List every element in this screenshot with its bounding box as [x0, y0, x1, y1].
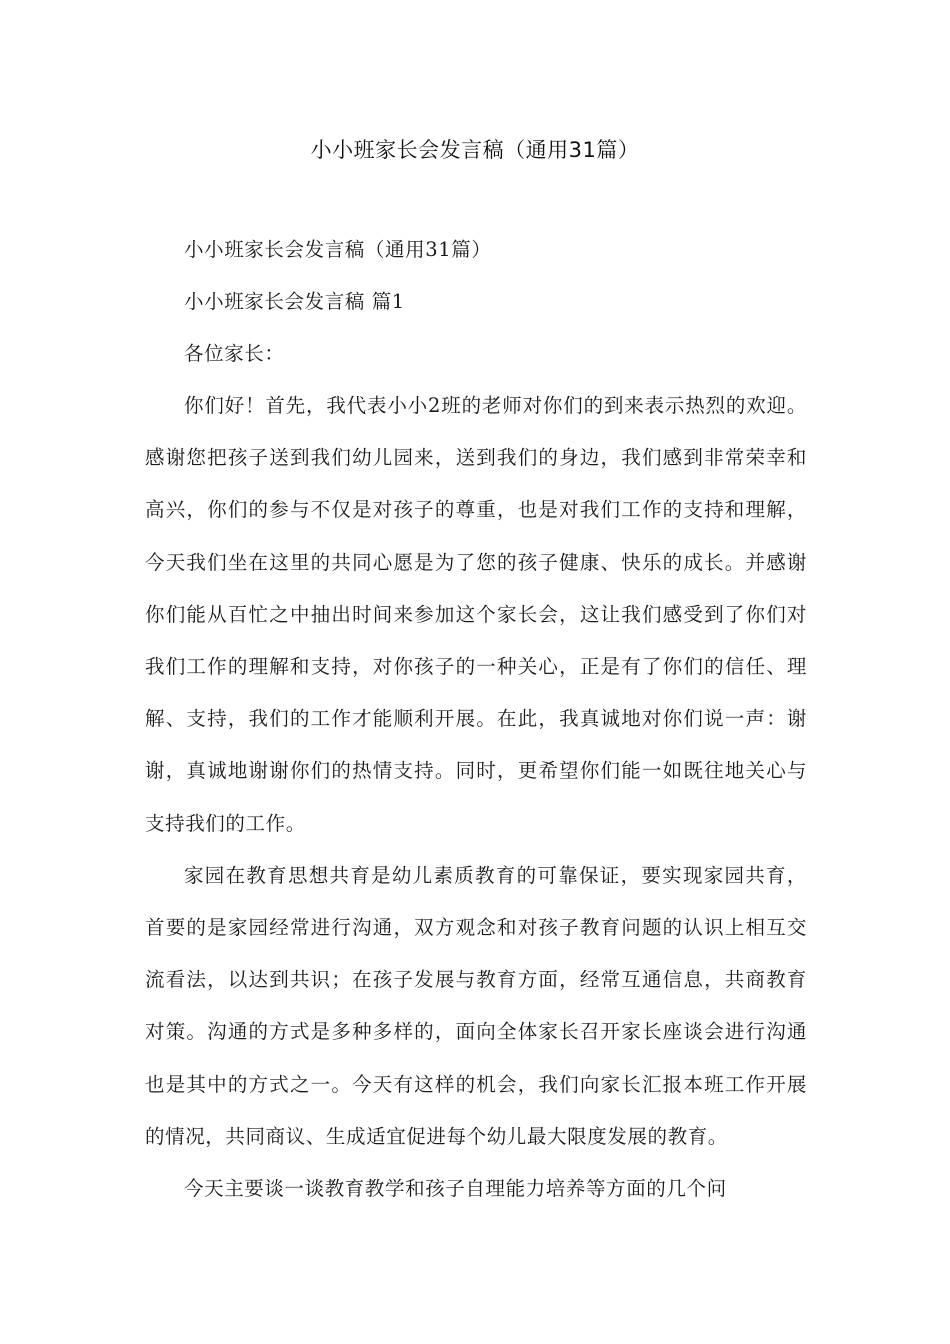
paragraph-salutation: 各位家长：: [184, 342, 285, 365]
document-title: 小小班家长会发言稿（通用31篇）: [310, 138, 640, 162]
document-body: [145, 224, 807, 1215]
paragraph-topics: 今天主要谈一谈教育教学和孩子自理能力培养等方面的几个问: [184, 1177, 727, 1201]
paragraph-section-heading: 小小班家长会发言稿 篇1: [184, 290, 405, 313]
paragraph-subtitle: 小小班家长会发言稿（通用31篇）: [184, 238, 492, 261]
paragraph-home-school-cooperation: 家园在教育思想共育是幼儿素质教育的可靠保证，要实现家园共育，首要的是家园经常进行沟通，双方观念和对孩子教育问题的认识上相互交流看法，以达到共识；在孩子发展与教育方面，经常互通信息，共商教育对策。沟通的方式是多种多样的，面向全体家长召开家长座谈会进行沟通也是其中的方式之一。今天有这样的机会，我们向家长汇报本班工作开展的情况，共同商议、生成适宜促进每个幼儿最大限度发展的教育。: [145, 863, 807, 1148]
paragraph-welcome: 你们好！首先，我代表小小2班的老师对你们的到来表示热烈的欢迎。感谢您把孩子送到我们幼儿园来，送到我们的身边，我们感到非常荣幸和高兴，你们的参与不仅是对孩子的尊重，也是对我们工作的支持和理解，今天我们坐在这里的共同心愿是为了您的孩子健康、快乐的成长。并感谢你们能从百忙之中抽出时间来参加这个家长会，这让我们感受到了你们对我们工作的理解和支持，对你孩子的一种关心，正是有了你们的信任、理解、支持，我们的工作才能顺利开展。在此，我真诚地对你们说一声：谢谢，真诚地谢谢你们的热情支持。同时，更希望你们能一如既往地关心与支持我们的工作。: [145, 394, 807, 835]
